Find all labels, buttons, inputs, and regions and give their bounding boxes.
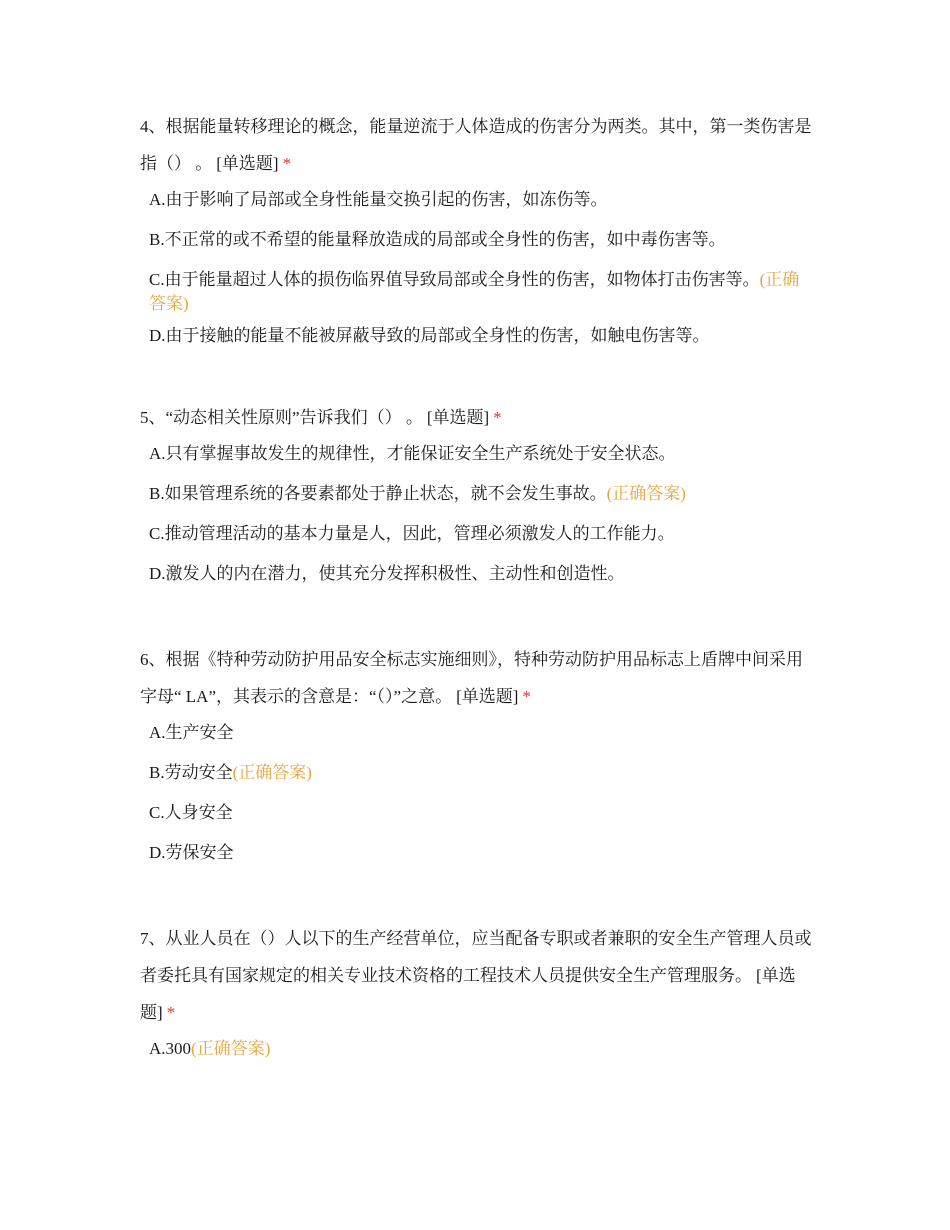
correct-answer-badge: (正确答案) [232,763,312,782]
question-stem [140,108,815,182]
option-c[interactable] [149,801,815,825]
option-b[interactable] [149,228,815,252]
question-text: 5、“动态相关性原则”告诉我们（） 。 [140,408,423,427]
option-a[interactable] [149,721,815,745]
option-text: A.只有掌握事故发生的规律性，才能保证安全生产系统处于安全状态。 [149,444,676,463]
question-type-label: [单选题] [216,154,279,173]
option-text: A.300 [149,1039,192,1058]
option-a[interactable] [149,442,815,466]
option-text: C.人身安全 [149,803,233,822]
question-4 [140,108,815,364]
question-stem [140,641,815,715]
option-text: D.由于接触的能量不能被屏蔽导致的局部或全身性的伤害，如触电伤害等。 [149,326,710,345]
option-text: B.不正常的或不希望的能量释放造成的局部或全身性的伤害，如中毒伤害等。 [149,230,726,249]
option-a[interactable] [149,188,815,212]
option-text: A.生产安全 [149,723,234,742]
question-stem [140,920,815,1031]
option-text: B.劳动安全 [149,763,233,782]
required-mark: * [282,154,292,173]
option-list [149,1037,815,1061]
option-list [149,442,815,586]
option-c[interactable] [149,268,815,316]
question-5 [140,399,815,602]
question-text: 7、从业人员在（）人以下的生产经营单位，应当配备专职或者兼职的安全生产管理人员或者委托具有国家规定的相关专业技术资格的工程技术人员提供安全生产管理服务。 [140,929,812,985]
question-type-label: [单选题] [140,966,796,1022]
option-d[interactable] [149,324,815,348]
question-type-label: [单选题] [456,687,519,706]
question-7 [140,920,815,1077]
correct-answer-badge: (正确答案) [191,1039,271,1058]
question-stem [140,399,815,436]
option-text: D.劳保安全 [149,843,234,862]
question-text: 4、根据能量转移理论的概念，能量逆流于人体造成的伤害分为两类。其中，第一类伤害是指（） 。 [140,117,812,173]
option-d[interactable] [149,841,815,865]
option-a[interactable] [149,1037,815,1061]
required-mark: * [166,1003,176,1022]
option-c[interactable] [149,522,815,546]
option-b[interactable] [149,761,815,785]
option-list [149,721,815,865]
option-text: D.激发人的内在潜力，使其充分发挥积极性、主动性和创造性。 [149,564,625,583]
question-text: 6、根据《特种劳动防护用品安全标志实施细则》，特种劳动防护用品标志上盾牌中间采用字母“ LA”，其表示的含意是：“（）”之意。 [140,650,803,706]
correct-answer-badge: (正确答案) [606,484,686,503]
question-type-label: [单选题] [426,408,490,427]
option-d[interactable] [149,562,815,586]
option-text: C.推动管理活动的基本力量是人，因此，管理必须激发人的工作能力。 [149,524,675,543]
option-text: C.由于能量超过人体的损伤临界值导致局部或全身性的伤害，如物体打击伤害等。 [149,270,760,289]
question-6 [140,641,815,881]
option-list [149,188,815,348]
correct-answer-badge: (正确答案) [149,270,800,313]
required-mark: * [522,687,531,706]
required-mark: * [493,408,502,427]
option-text: B.如果管理系统的各要素都处于静止状态，就不会发生事故。 [149,484,607,503]
option-text: A.由于影响了局部或全身性能量交换引起的伤害，如冻伤等。 [149,190,608,209]
option-b[interactable] [149,482,815,506]
